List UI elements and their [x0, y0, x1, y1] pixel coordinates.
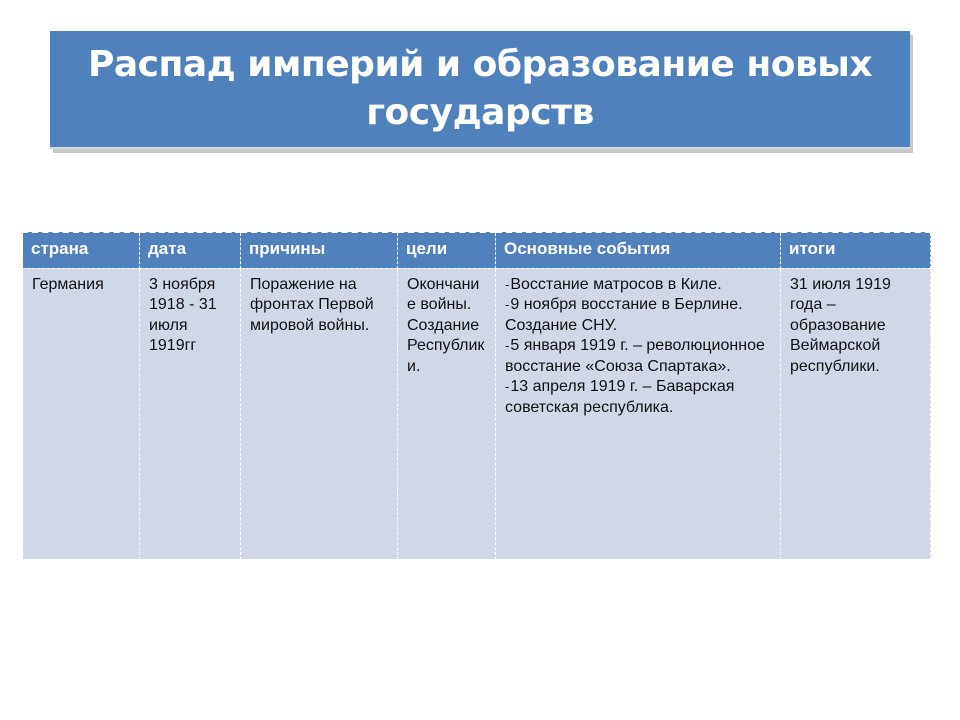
header-row [23, 232, 931, 268]
cell-results: 31 июля 1919 года – образование Веймарской республики. [781, 268, 931, 559]
event-item [505, 275, 771, 296]
cell-goals [398, 268, 496, 559]
cell-events [496, 268, 781, 559]
cell-causes: Поражение на фронтах Первой мировой войны. [241, 268, 398, 559]
header-goals: цели [398, 232, 496, 268]
slide-title: Распад империй и образование новых государств [87, 44, 873, 133]
cell-date: 3 ноября 1918 - 31 июля 1919гг [140, 268, 241, 559]
event-item [505, 377, 771, 418]
header-country: страна [23, 232, 140, 268]
dash-mark: - [505, 338, 510, 353]
header-events: Основные события [496, 232, 781, 268]
event-text: 5 января 1919 г. – революционное восстание «Союза Спартака». [505, 337, 765, 375]
event-item [505, 336, 771, 377]
event-text: Восстание матросов в Киле. [510, 275, 722, 293]
header-date: дата [140, 232, 241, 268]
cell-country: Германия [23, 268, 140, 559]
dash-mark: - [505, 379, 510, 394]
table-row [23, 268, 931, 559]
header-causes: причины [241, 232, 398, 268]
event-item [505, 295, 771, 336]
history-table [22, 231, 931, 560]
header-results: итоги [781, 232, 931, 268]
title-banner [50, 31, 910, 149]
goals-text: Окончание войны. Создание Республики. [407, 275, 485, 375]
dash-mark: - [505, 297, 510, 312]
dash-mark: - [505, 276, 510, 292]
event-text: 9 ноября восстание в Берлине. Создание СНУ. [505, 296, 743, 334]
event-text: 13 апреля 1919 г. – Баварская советская республика. [505, 378, 735, 416]
